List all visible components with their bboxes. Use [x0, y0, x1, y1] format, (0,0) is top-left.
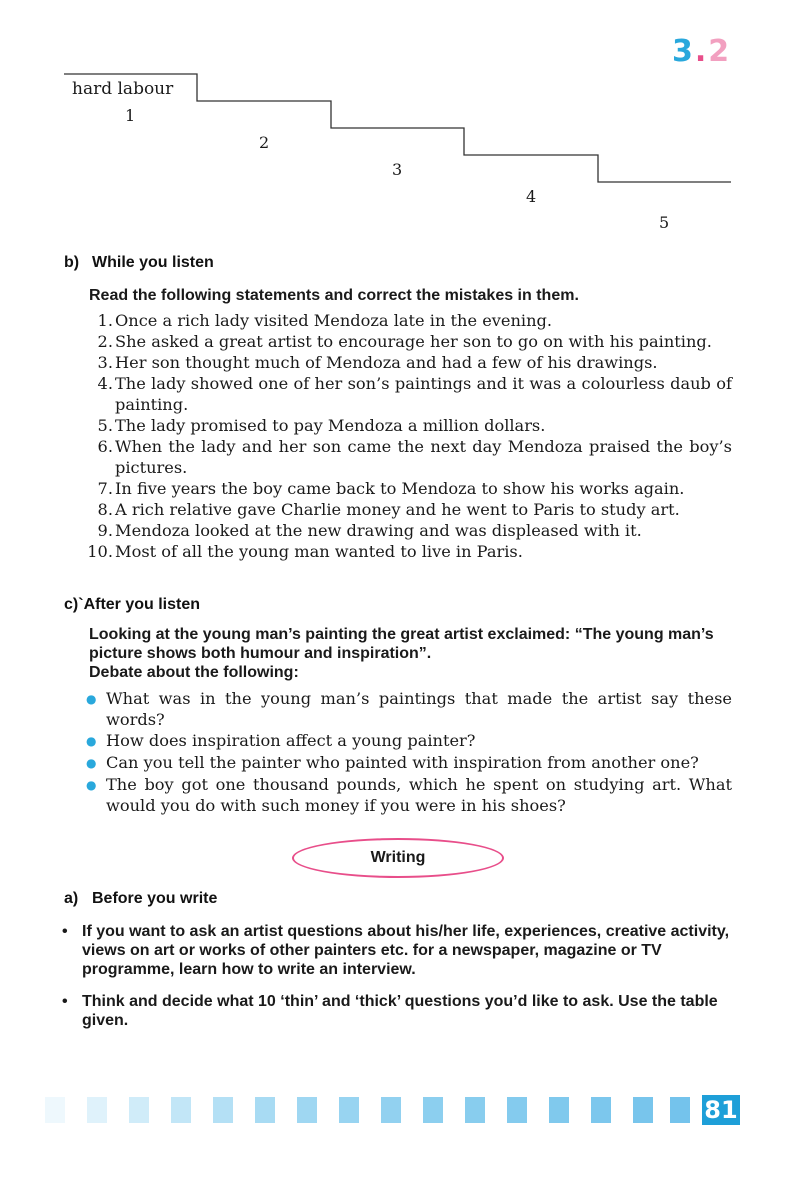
item-number: 2. [97, 332, 113, 351]
item-text: Once a rich lady visited Mendoza late in the evening. [115, 311, 553, 330]
footer-square [87, 1097, 107, 1123]
footer-square [549, 1097, 569, 1123]
item-number: 9. [97, 521, 113, 540]
item-text: Her son thought much of Mendoza and had a few of his drawings. [115, 353, 658, 372]
list-item [86, 688, 732, 730]
staircase-number: 5 [659, 213, 670, 232]
item-number: 7. [97, 479, 113, 498]
item-text: What was in the young man’s paintings that made the artist say these words? [106, 689, 732, 729]
list-item [82, 541, 732, 562]
footer-square [381, 1097, 401, 1123]
section-letter: c)` [64, 596, 84, 613]
debate-list [86, 688, 732, 816]
footer-square [297, 1097, 317, 1123]
item-text: If you want to ask an artist questions about his/her life, experiences, creative activity, views on art or works of other painters etc. for a newspaper, magazine or TV programme, learn how to write an interview. [82, 923, 730, 978]
item-number: 6. [97, 437, 113, 456]
footer-square [423, 1097, 443, 1123]
footer-square [45, 1097, 65, 1123]
staircase-number: 4 [526, 187, 537, 206]
item-text: In five years the boy came back to Mendoza to show his works again. [115, 479, 685, 498]
section-letter: b) [64, 254, 80, 271]
section-b-heading [64, 254, 214, 272]
bullet-icon: ● [86, 692, 97, 706]
unit-major: 3 [672, 34, 695, 69]
list-item [82, 331, 732, 352]
footer-square [339, 1097, 359, 1123]
footer-square [465, 1097, 485, 1123]
list-item [86, 752, 732, 774]
item-text: The lady promised to pay Mendoza a million dollars. [115, 416, 546, 435]
footer-square [591, 1097, 611, 1123]
bullet-icon: • [62, 993, 68, 1010]
item-text: Think and decide what 10 ‘thin’ and ‘thick’ questions you’d like to ask. Use the table given. [82, 993, 718, 1029]
item-number: 1. [97, 311, 113, 330]
statements-list [82, 310, 732, 562]
list-item [82, 499, 732, 520]
footer-decoration [0, 1097, 800, 1125]
section-b-instruction: Read the following statements and correct the mistakes in them. [89, 287, 579, 304]
item-text: Can you tell the painter who painted with inspiration from another one? [106, 753, 699, 772]
staircase-number: 2 [259, 133, 270, 152]
section-title: After you listen [83, 596, 201, 613]
item-text: She asked a great artist to encourage her son to go on with his painting. [115, 332, 712, 351]
page-number: 81 [702, 1095, 740, 1125]
footer-square [171, 1097, 191, 1123]
writing-section-a-heading [64, 890, 217, 908]
item-number: 4. [97, 374, 113, 393]
item-number: 3. [97, 353, 113, 372]
staircase-number: 1 [125, 106, 136, 125]
section-title: Before you write [92, 890, 218, 907]
bullet-icon: • [62, 923, 68, 940]
footer-square [129, 1097, 149, 1123]
item-text: The lady showed one of her son’s paintings and it was a colourless daub of painting. [115, 374, 732, 414]
list-item [82, 373, 732, 415]
list-item [82, 310, 732, 331]
staircase-number: 3 [392, 160, 403, 179]
list-item [82, 436, 732, 478]
staircase-label: hard labour [72, 79, 174, 99]
list-item [82, 520, 732, 541]
list-item [86, 774, 732, 816]
section-c-debate-label: Debate about the following: [89, 664, 299, 681]
footer-square [213, 1097, 233, 1123]
footer-square [255, 1097, 275, 1123]
bullet-icon: ● [86, 734, 97, 748]
footer-square [633, 1097, 653, 1123]
section-letter: a) [64, 890, 79, 907]
item-text: Mendoza looked at the new drawing and was displeased with it. [115, 521, 642, 540]
unit-minor: 2 [708, 34, 732, 69]
section-title: While you listen [92, 254, 214, 271]
item-text: A rich relative gave Charlie money and he went to Paris to study art. [115, 500, 680, 519]
list-item [86, 730, 732, 752]
writing-bullet [62, 992, 732, 1030]
item-number: 8. [97, 500, 113, 519]
footer-square [507, 1097, 527, 1123]
item-number: 5. [97, 416, 113, 435]
list-item [82, 478, 732, 499]
item-text: The boy got one thousand pounds, which he spent on studying art. What would you do with such money if you were in his shoes? [106, 775, 732, 815]
item-text: How does inspiration affect a young painter? [106, 731, 476, 750]
section-c-intro: Looking at the young man’s painting the great artist exclaimed: “The young man’s picture shows both humour and inspiration”. [89, 626, 714, 662]
footer-square [670, 1097, 690, 1123]
writing-section-title [292, 838, 504, 878]
writing-title-text: Writing [370, 849, 426, 866]
writing-bullet [62, 922, 732, 979]
list-item [82, 415, 732, 436]
item-number: 10. [87, 542, 113, 561]
staircase-diagram [0, 0, 800, 240]
bullet-icon: ● [86, 756, 97, 770]
item-text: When the lady and her son came the next day Mendoza praised the boy’s pictures. [115, 437, 732, 477]
section-c-heading [64, 596, 200, 614]
unit-separator: . [694, 34, 709, 69]
bullet-icon: ● [86, 778, 97, 792]
item-text: Most of all the young man wanted to live in Paris. [115, 542, 523, 561]
list-item [82, 352, 732, 373]
